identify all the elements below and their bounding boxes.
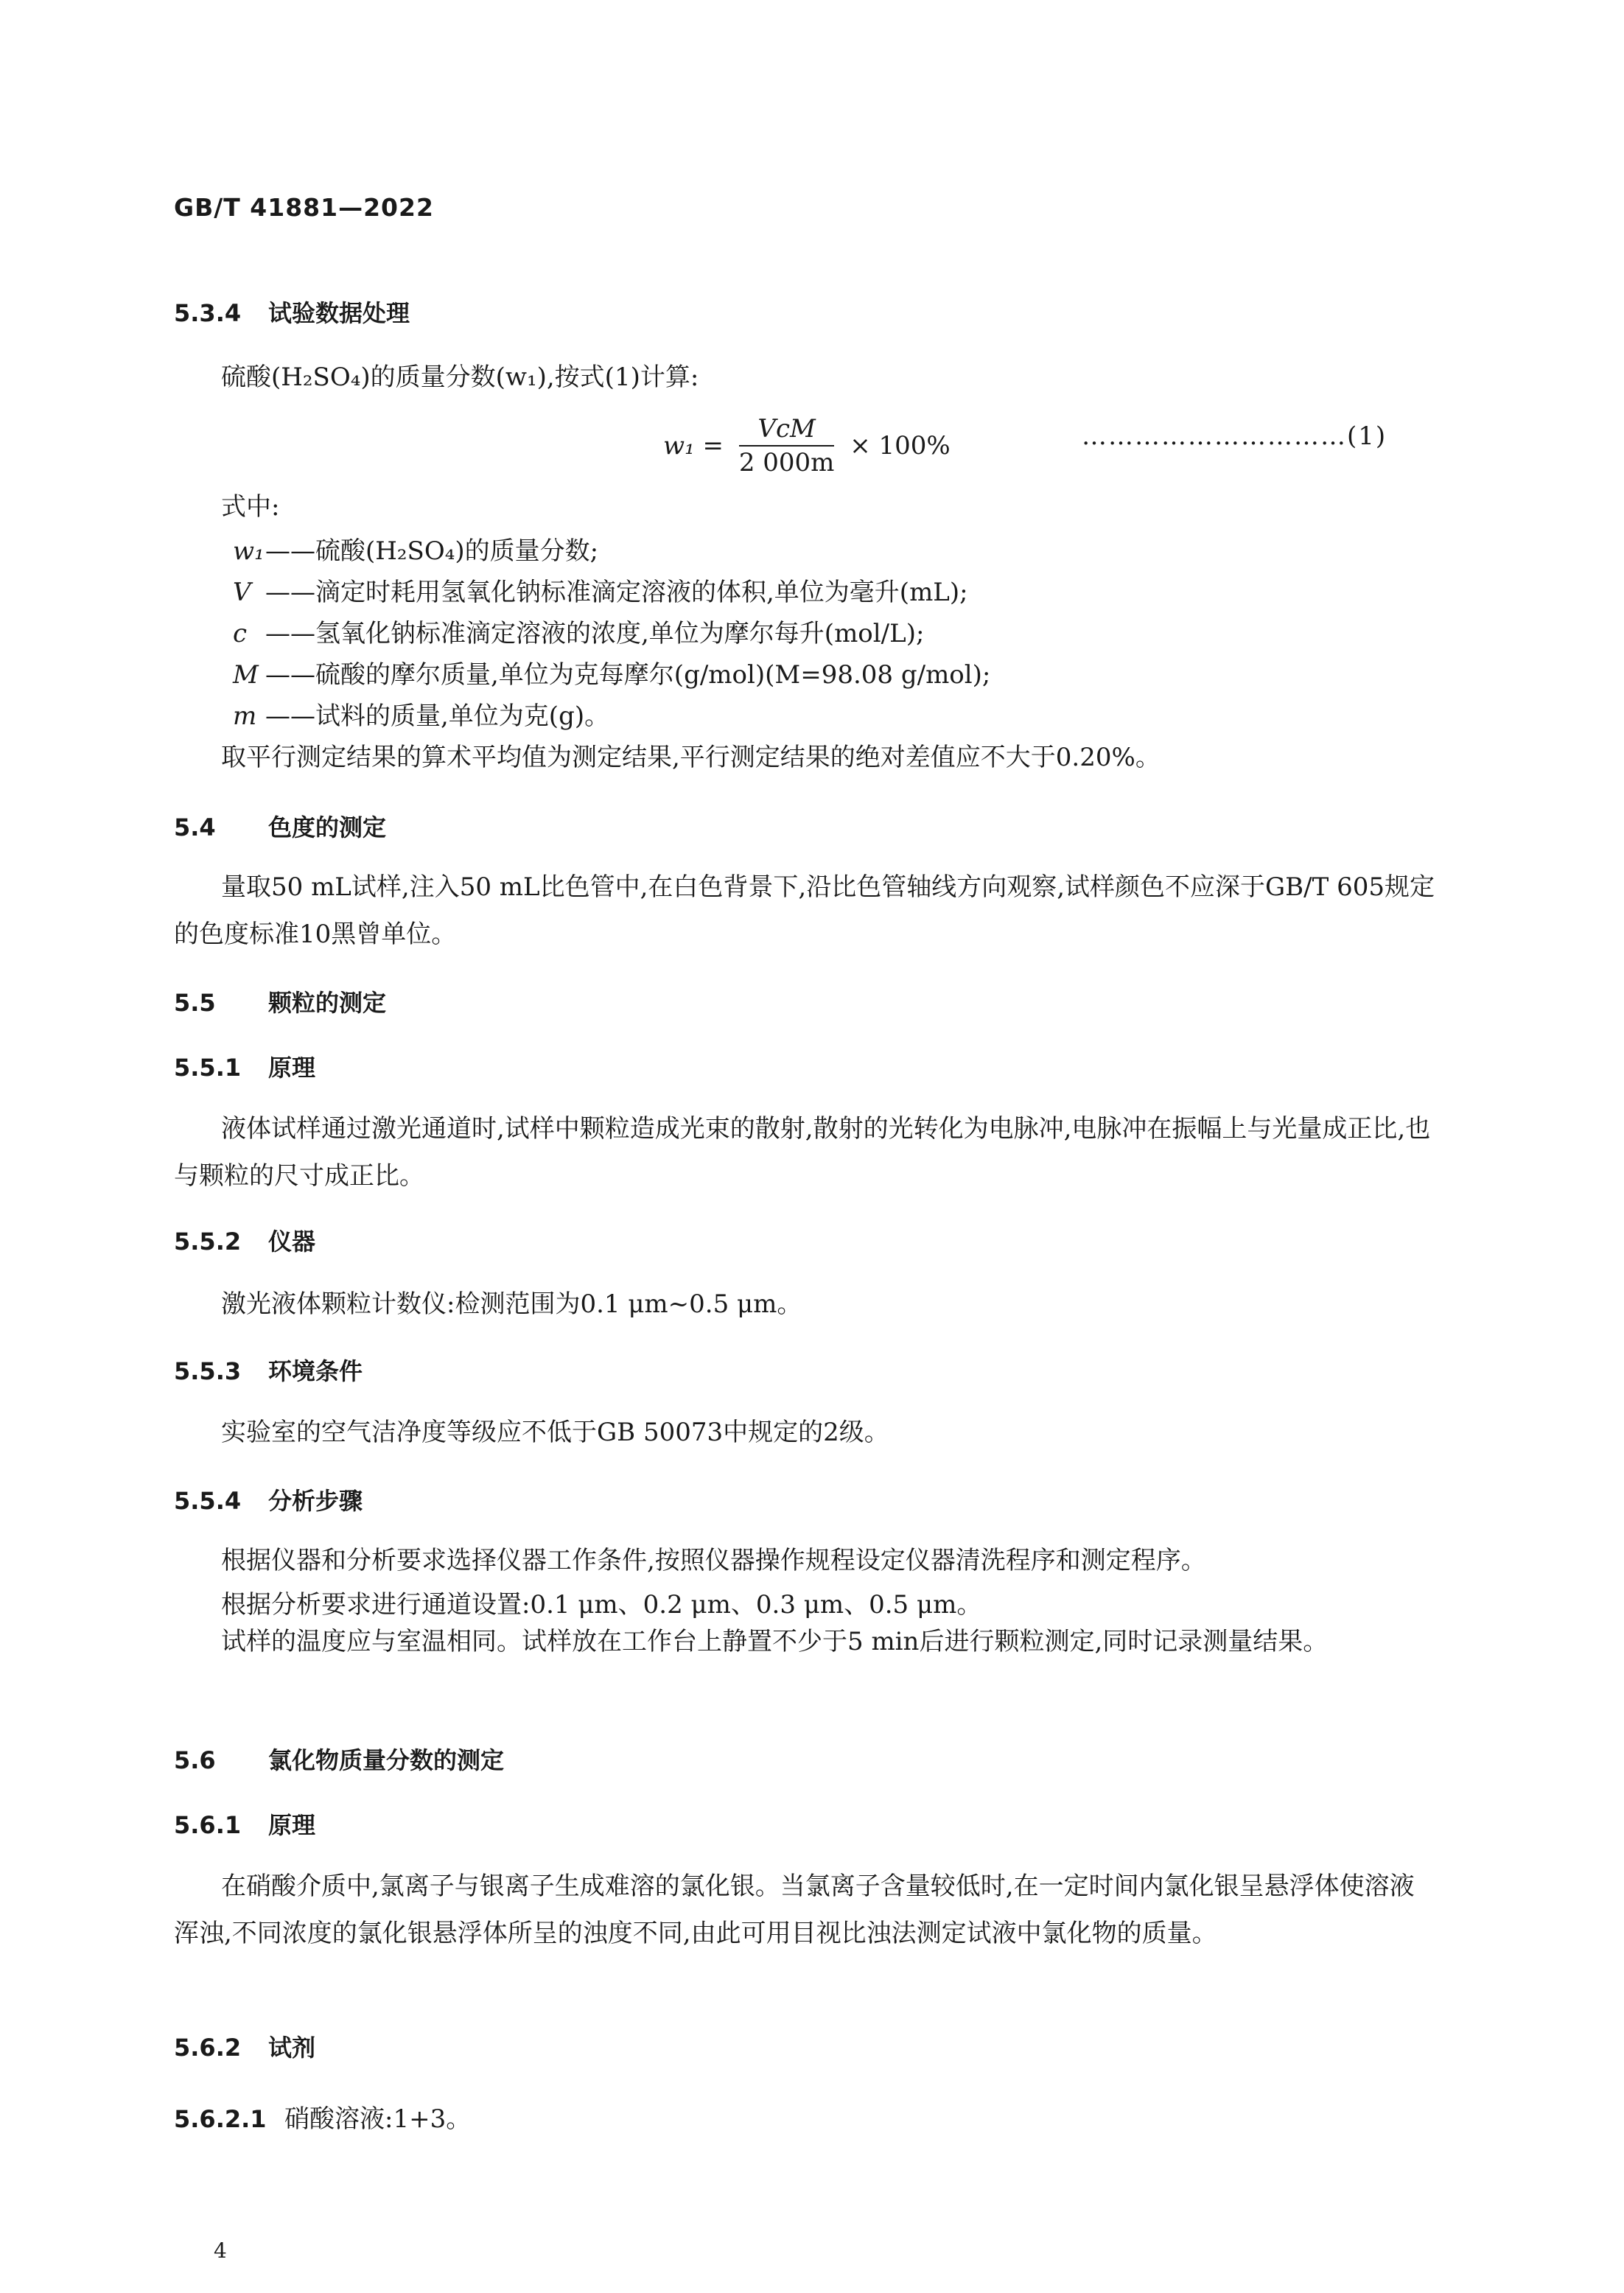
section-number: 5.5 [174, 989, 216, 1017]
variable-symbol: M [233, 660, 259, 690]
paragraph: 液体试样通过激光通道时,试样中颗粒造成光束的散射,散射的光转化为电脉冲,电脉冲在振幅上与光量成正比,也与颗粒的尺寸成正比。 [174, 1114, 1431, 1191]
variable-symbol: w₁ [233, 536, 265, 566]
page-number: 4 [214, 2238, 227, 2263]
variable-definition [233, 572, 968, 608]
result-statement: 取平行测定结果的算术平均值为测定结果,平行测定结果的绝对差值应不大于0.20%。 [221, 743, 1161, 772]
paragraph: 在硝酸介质中,氯离子与银离子生成难溶的氯化银。当氯离子含量较低时,在一定时间内氯化银呈悬浮体使溶液浑浊,不同浓度的氯化银悬浮体所呈的浊度不同,由此可用目视比浊法测定试液中氯化物的质量。 [174, 1872, 1415, 1948]
section-number: 5.5.2 [174, 1228, 242, 1256]
clause-text: 硝酸溶液:1+3。 [284, 2104, 472, 2134]
section-title: 原理 [268, 1054, 316, 1082]
formula-fraction [739, 413, 835, 479]
paragraph: 量取50 mL试样,注入50 mL比色管中,在白色背景下,沿比色管轴线方向观察,试样颜色不应深于GB/T 605规定的色度标准10黑曾单位。 [174, 872, 1435, 949]
section-heading-5-3-4 [174, 295, 410, 329]
formula-denominator: 2 000m [738, 448, 835, 477]
section-heading-5-5 [174, 984, 386, 1018]
section-title: 色度的测定 [268, 813, 387, 841]
standard-number: GB/T 41881—2022 [174, 193, 434, 222]
section-number: 5.3.4 [174, 299, 242, 327]
section-number: 5.6 [174, 1746, 216, 1774]
section-heading-5-5-2 [174, 1223, 315, 1257]
variable-description: ——试料的质量,单位为克(g)。 [265, 701, 610, 731]
equation-label: …………………………(1) [1082, 421, 1387, 451]
section-heading-5-6-2 [174, 2029, 315, 2063]
section-heading-5-4 [174, 809, 386, 843]
clause-5-6-2-1 [174, 2098, 471, 2135]
paragraph: 根据分析要求进行通道设置:0.1 μm、0.2 μm、0.3 μm、0.5 μm。 [221, 1590, 982, 1620]
paragraph: 试样的温度应与室温相同。试样放在工作台上静置不少于5 min后进行颗粒测定,同时记录测量结果。 [221, 1627, 1329, 1656]
variable-description: ——硫酸的摩尔质量,单位为克每摩尔(g/mol)(M=98.08 g/mol); [265, 660, 991, 690]
variable-description: ——滴定时耗用氢氧化钠标准滴定溶液的体积,单位为毫升(mL); [265, 578, 968, 607]
formula-numerator: VcM [739, 413, 835, 447]
section-heading-5-6 [174, 1742, 504, 1776]
section-number: 5.5.4 [174, 1487, 242, 1515]
paragraph: 激光液体颗粒计数仪:检测范围为0.1 μm~0.5 μm。 [221, 1289, 802, 1319]
section-heading-5-5-3 [174, 1353, 363, 1387]
section-number: 5.5.3 [174, 1357, 242, 1385]
section-number: 5.6.1 [174, 1811, 242, 1839]
paragraph: 实验室的空气洁净度等级应不低于GB 50073中规定的2级。 [221, 1418, 889, 1447]
variable-symbol: m [233, 701, 257, 731]
variable-definition [233, 696, 609, 732]
section-title: 氯化物质量分数的测定 [268, 1746, 505, 1774]
section-heading-5-5-4 [174, 1482, 363, 1516]
formula-1 [663, 413, 951, 479]
section-title: 分析步骤 [268, 1487, 363, 1515]
variable-symbol: V [233, 578, 251, 607]
section-heading-5-5-1 [174, 1049, 315, 1083]
formula-rhs: × 100% [850, 431, 951, 461]
section-number: 5.6.2 [174, 2034, 242, 2062]
section-title: 颗粒的测定 [268, 989, 387, 1017]
formula-intro: 硫酸(H₂SO₄)的质量分数(w₁),按式(1)计算: [221, 363, 699, 392]
section-title: 仪器 [268, 1228, 316, 1256]
variable-description: ——氢氧化钠标准滴定溶液的浓度,单位为摩尔每升(mol/L); [265, 619, 925, 648]
section-title: 原理 [268, 1811, 316, 1839]
variable-description: ——硫酸(H₂SO₄)的质量分数; [265, 536, 599, 566]
section-number: 5.5.1 [174, 1054, 242, 1082]
variable-definition [233, 531, 598, 567]
paragraph: 根据仪器和分析要求选择仪器工作条件,按照仪器操作规程设定仪器清洗程序和测定程序。 [221, 1546, 1206, 1575]
section-title: 试验数据处理 [268, 299, 410, 327]
section-heading-5-6-1 [174, 1807, 315, 1841]
variable-definition [233, 613, 924, 649]
variable-symbol: c [233, 619, 248, 648]
section-title: 环境条件 [268, 1357, 363, 1385]
clause-number: 5.6.2.1 [174, 2105, 267, 2133]
variable-definition [233, 654, 990, 690]
section-title: 试剂 [268, 2034, 316, 2062]
formula-lhs: w₁ = [663, 431, 724, 461]
section-number: 5.4 [174, 813, 216, 841]
where-label: 式中: [221, 492, 280, 522]
